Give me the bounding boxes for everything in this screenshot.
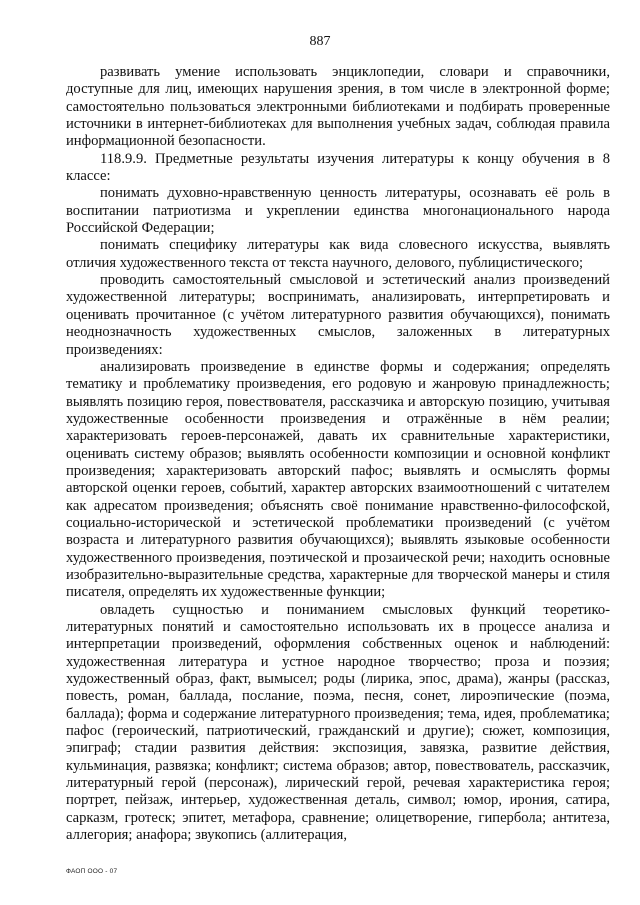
page-number: 887 [309, 34, 331, 49]
paragraph-independent-analysis: проводить самостоятельный смысловой и эстетический анализ произведений художественной литературы; воспринимать, анализировать, интерпретировать и оценивать прочитанное (с учётом литературного развития обучающихся), понимать неоднозначность художественных смыслов, заложенных в литературных произведениях: [66, 272, 610, 358]
paragraph-reference-skills: развивать умение использовать энциклопедии, словари и справочники, доступные для лиц, имеющих нарушения зрения, в том числе в электронной форме; самостоятельно пользоваться электронными библиотеками и подбирать проверенные источники в интернет-библиотеках для выполнения учебных задач, соблюдая правила информационной безопасности. [66, 64, 610, 150]
document-footer: ФАОП ООО - 07 [66, 868, 118, 875]
paragraph-analyze-work: анализировать произведение в единстве формы и содержания; определять тематику и проблематику произведения, его родовую и жанровую принадлежность; выявлять позицию героя, повествователя, рассказчика и авторскую позицию, учитывая художественные особенности произведения и отражённые в нём реалии; характеризовать героев-персонажей, давать их сравнительные характеристики, оценивать систему образов; выявлять особенности композиции и основной конфликт произведения; характеризовать авторский пафос; выявлять и осмыслять формы авторской оценки героев, событий, характер авторских взаимоотношений с читателем как адресатом произведения; объяснять своё понимание нравственно-философской, социально-исторической и эстетической проблематики произведений (с учётом возраста и литературного развития обучающихся); выявлять языковые особенности художественного произведения, поэтической и прозаической речи; находить основные изобразительно-выразительные средства, характерные для творческой манеры и стиля писателя, определять их художественные функции; [66, 358, 610, 601]
paragraph-theory-concepts: овладеть сущностью и пониманием смысловых функций теоретико-литературных понятий и самостоятельно использовать их в процессе анализа и интерпретации произведений, оформления собственных оценок и наблюдений: художественная литература и устное народное творчество; проза и поэзия; художественный образ, факт, вымысел; роды (лирика, эпос, драма), жанры (рассказ, повесть, роман, баллада, послание, поэма, песня, сонет, лироэпические (поэма, баллада); форма и содержание литературного произведения; тема, идея, проблематика; пафос (героический, патриотический, гражданский и другие); сюжет, композиция, эпиграф; стадии развития действия: экспозиция, завязка, развитие действия, кульминация, развязка; конфликт; система образов; автор, повествователь, рассказчик, литературный герой (персонаж), лирический герой, речевая характеристика героя; портрет, пейзаж, интерьер, художественная деталь, символ; юмор, ирония, сатира, сарказм, гротеск; эпитет, метафора, сравнение; олицетворение, гипербола; антитеза, аллегория; анафора; звукопись (аллитерация, [66, 601, 610, 844]
paragraph-literature-specifics: понимать специфику литературы как вида словесного искусства, выявлять отличия художественного текста от текста научного, делового, публицистического; [66, 237, 610, 271]
paragraph-section-heading: 118.9.9. Предметные результаты изучения литературы к концу обучения в 8 классе: [66, 150, 610, 185]
document-body [66, 64, 610, 844]
paragraph-spiritual-value: понимать духовно-нравственную ценность литературы, осознавать её роль в воспитании патриотизма и укреплении единства многонационального народа Российской Федерации; [66, 185, 610, 237]
